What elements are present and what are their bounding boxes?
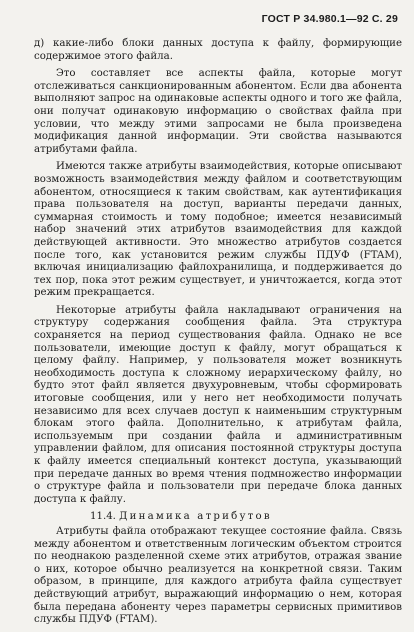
section-heading (34, 511, 402, 524)
document-body (34, 38, 402, 632)
paragraph-structure-constraints: Некоторые атрибуты файла накладывают ограничения на структуру содержания сообщения файла. Эта структура сохраняется на период существования файла. Однако не все пользователи, имеющие доступ к файлу, могут обращаться к целому файлу. Например, у пользователя может возникнуть необходимость доступа к сложному иерархическому файлу, но будто этот файл является двухуровневым, чтобы сформировать итоговые сообщения, или у него нет необходимости получать независимо для всех случаев доступ к наименьшим структурным блокам этого файла. Дополнительно, к атрибутам файла, используемым при создании файла и административным управлении файлом, для описания постоянной структуры доступа к файлу имеется специальный контекст доступа, указывающий при передаче данных во время чтения подмножество информации о структуре файла и пользователи при передаче блока данных доступа к файлу. (34, 304, 402, 505)
paragraph-file-attributes: Это составляет все аспекты файла, которые могут отслеживаться санкционированным абонентом. Если два абонента выполняют запрос на одинаковые аспекты одного и того же файла, они получат одинаковую информацию о свойствах файла при условии, что между этими запросами не была произведена модификация данной информации. Эти свойства называются атрибутами файла. (34, 68, 402, 155)
paragraph-dynamic-attributes: Атрибуты файла отображают текущее состояние файла. Связь между абонентом и ответственным логическим объектом строится по неоднакою разделенной схеме этих атрибутов, отражая звание о них, которое обычно реализуется на конкретной связи. Таким образом, в принципе, для каждого атрибута файла существует действующий атрибут, выражающий информацию о нем, которая была передана абоненту через параметры сервисных примитивов службы ПДУФ (FTAM). (34, 525, 402, 626)
section-title: Динамика атрибутов (119, 511, 272, 523)
paragraph-interaction-attributes: Имеются также атрибуты взаимодействия, которые описывают возможность взаимодействия между файлом и соответствующим абонентом, относящиеся к таким свойствам, как аутентификация права пользователя на доступ, варианты передачи данных, суммарная стоимость и тому подобное; имеется независимый набор значений этих атрибутов взаимодействия для каждой действующей активности. Это множество атрибутов создается после того, как установится режим службы ПДУФ (FTAM), включая инициализацию файлохранилища, и поддерживается до тех пор, пока этот режим существует, и уничтожается, когда этот режим прекращается. (34, 161, 402, 299)
page-header: ГОСТ Р 34.980.1—92 С. 29 (261, 13, 398, 25)
paragraph-list-item-d: д) какие-либо блоки данных доступа к файлу, формирующие содержимое этого файла. (34, 38, 402, 62)
section-number: 11.4. (90, 511, 116, 523)
